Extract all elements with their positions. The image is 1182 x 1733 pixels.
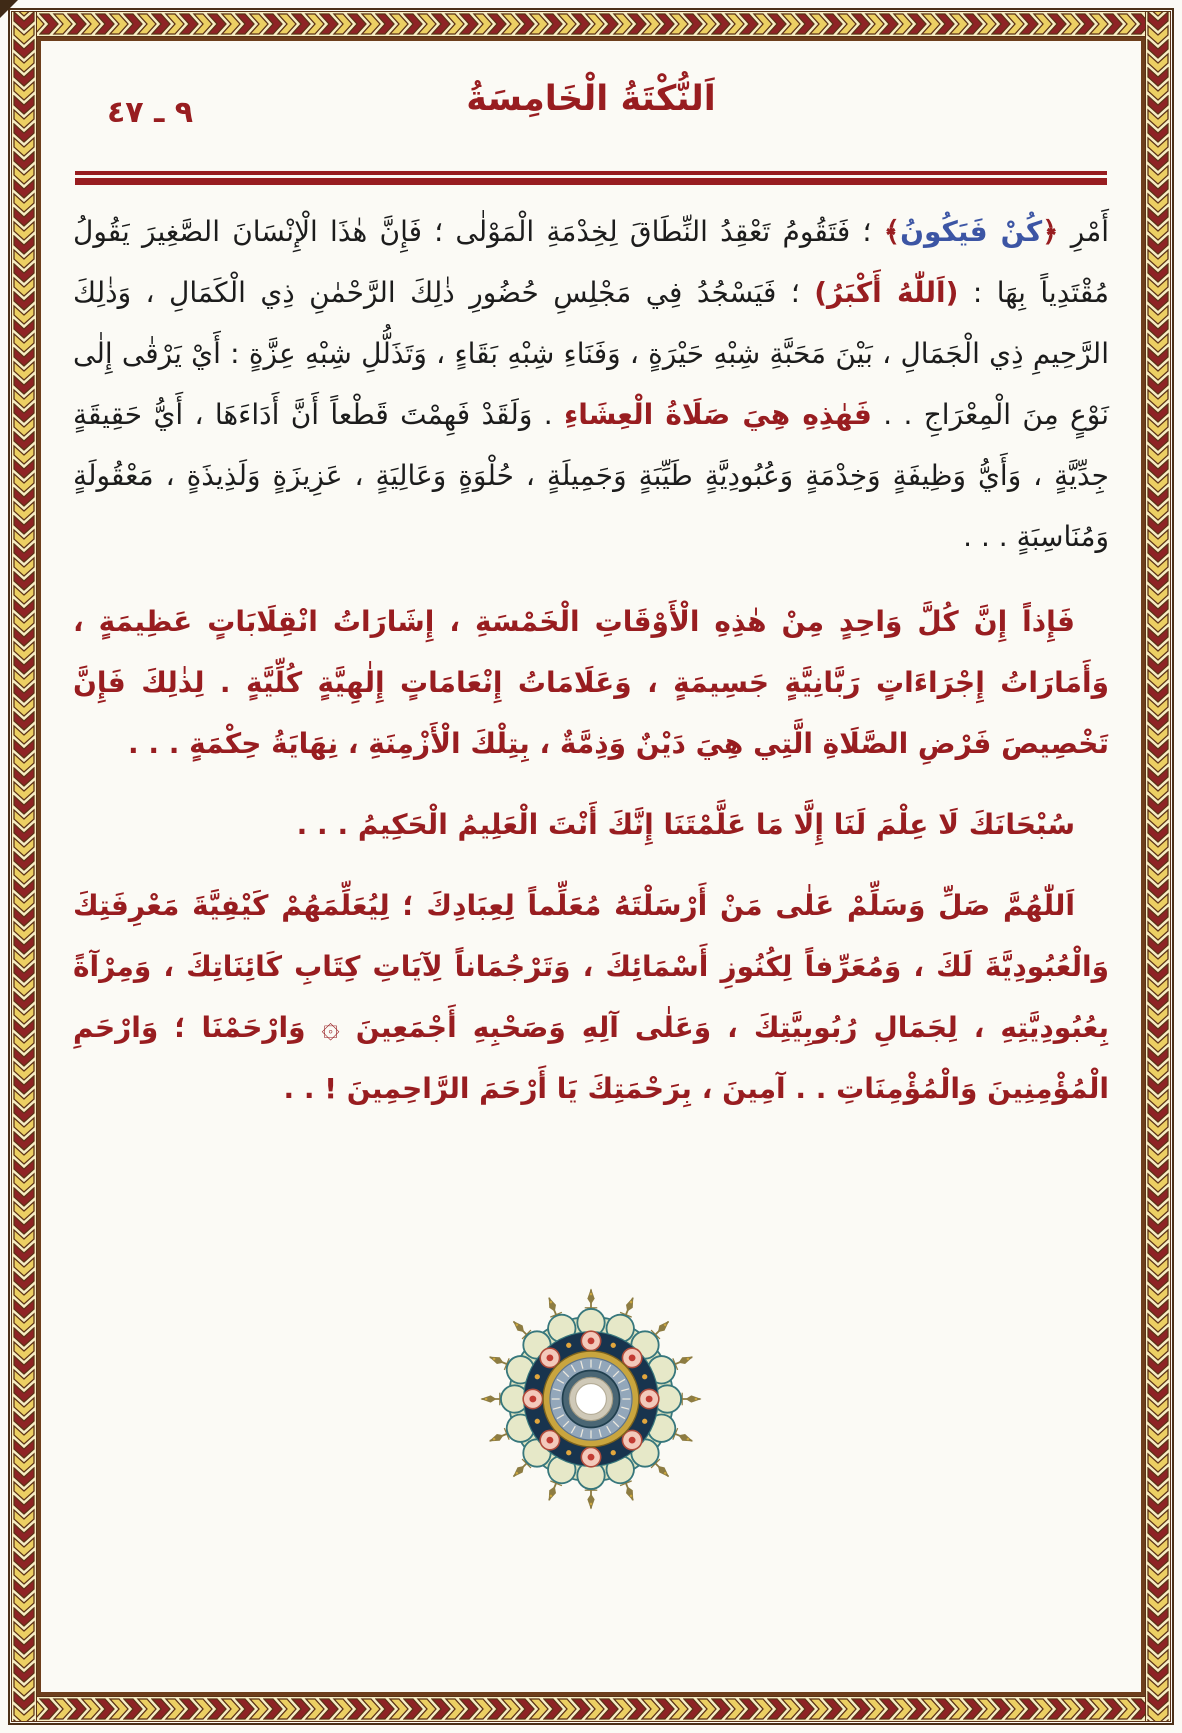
tasbih-line: سُبْحَانَكَ لَا عِلْمَ لَنَا إِلَّا مَا عَلَّمْتَنَا إِنَّكَ أَنْتَ الْعَلِيمُ الْحَكِيمُ . . . xyxy=(296,808,1075,841)
page-number: ٩ ـ ٤٧ xyxy=(107,95,194,130)
text-run-black: ؛ فَيَسْجُدُ فِي مَجْلِسِ حُضُورِ ذٰلِكَ الرَّحْمٰنِ ذِي الْكَمَالِ ، وَذٰلِكَ الرَّحِيمِ ذِي الْجَمَالِ ، بَيْنَ مَحَبَّةِ شِبْهِ حَيْرَةٍ ، وَفَنَاءِ شِبْهِ بَقَاءٍ ، وَتَذَلُّلِ شِبْهِ عِزَّةٍ : أَيْ يَرْقٰى إِلٰى نَوْعٍ مِنَ الْمِعْرَاجِ . . xyxy=(73,276,1110,431)
text-run-red: فَهٰذِهِ هِيَ صَلَاةُ الْعِشَاءِ xyxy=(563,398,872,431)
border-band-left xyxy=(11,11,37,1722)
body-paragraph-1 xyxy=(73,201,1109,567)
text-run-red: وَارْحَمْنَا ؛ وَارْحَمِ الْمُؤْمِنِينَ وَالْمُؤْمِنَاتِ . . آمِينَ ، بِرَحْمَتِكَ يَا أَرْحَمَ الرَّاحِمِينَ ! . . xyxy=(73,1011,1109,1105)
text-run-red: اَللّٰهُمَّ صَلِّ وَسَلِّمْ عَلٰى مَنْ أَرْسَلْتَهُ مُعَلِّماً لِعِبَادِكَ ؛ لِيُعَلِّمَهُمْ كَيْفِيَّةَ مَعْرِفَتِكَ وَالْعُبُودِيَّةَ لَكَ ، وَمُعَرِّفاً لِكُنُوزِ أَسْمَائِكَ ، وَتَرْجُمَاناً لِآيَاتِ كِتَابِ كَائِنَاتِكَ ، وَمِرْآةً بِعُبُودِيَّتِهِ ، لِجَمَالِ رُبُوبِيَّتِكَ ، وَعَلٰى آلِهِ وَصَحْبِهِ أَجْمَعِينَ xyxy=(73,889,1109,1044)
page-header xyxy=(73,63,1109,163)
text-run-red: ﴿ xyxy=(1042,215,1059,248)
text-run-blue: كُنْ فَيَكُونُ xyxy=(900,215,1043,248)
body-paragraph-2: فَإِذاً إِنَّ كُلَّ وَاحِدٍ مِنْ هٰذِهِ الْأَوْقَاتِ الْخَمْسَةِ ، إِشَارَاتُ انْقِلَابَاتٍ عَظِيمَةٍ ، وَأَمَارَاتُ إِجْرَاءَاتٍ رَبَّانِيَّةٍ جَسِيمَةٍ ، وَعَلَامَاتُ إِنْعَامَاتٍ إِلٰهِيَّةٍ كُلِّيَّةٍ . لِذٰلِكَ فَإِنَّ تَخْصِيصَ فَرْضِ الصَّلَاةِ الَّتِي هِيَ دَيْنٌ وَذِمَّةٌ ، بِتِلْكَ الْأَزْمِنَةِ ، نِهَايَةُ حِكْمَةٍ . . . xyxy=(73,605,1109,760)
rub-el-hizb-icon: ۞ xyxy=(321,1009,340,1045)
divider-thick-line xyxy=(75,178,1107,185)
rosette-ornament xyxy=(477,1285,705,1513)
text-run-black: ؛ فَتَقُومُ تَعْقِدُ النِّطَاقَ لِخِدْمَةِ الْمَوْلٰى ؛ فَإِنَّ هٰذَا الْإِنْسَانَ الصَّغِيرَ يَقُولُ مُقْتَدِياً بِهَا : xyxy=(73,215,1109,309)
border-band-top xyxy=(11,11,1171,37)
border-band-bottom xyxy=(11,1696,1171,1722)
text-run-red: (اَللّٰهُ أَكْبَرُ) xyxy=(814,276,959,309)
border-band-right xyxy=(1145,11,1171,1722)
page-title: اَلنُّكْتَةُ الْخَامِسَةُ xyxy=(466,79,716,119)
closing-prayer xyxy=(73,875,1109,1119)
text-run-black: أَمْرِ xyxy=(1058,215,1109,248)
header-divider xyxy=(75,171,1107,185)
text-run-red: ﴾ xyxy=(883,215,901,248)
text-run-black: . وَلَقَدْ فَهِمْتَ قَطْعاً أَنَّ أَدَاءَهَا ، أَيُّ حَقِيقَةٍ جِدِّيَّةٍ ، وَأَيُّ وَظِيفَةٍ وَخِدْمَةٍ وَعُبُودِيَّةٍ طَيِّبَةٍ وَجَمِيلَةٍ ، حُلْوَةٍ وَعَالِيَةٍ ، عَزِيزَةٍ وَلَذِيذَةٍ ، مَعْقُولَةٍ وَمُنَاسِبَةٍ . . . xyxy=(73,398,1109,553)
